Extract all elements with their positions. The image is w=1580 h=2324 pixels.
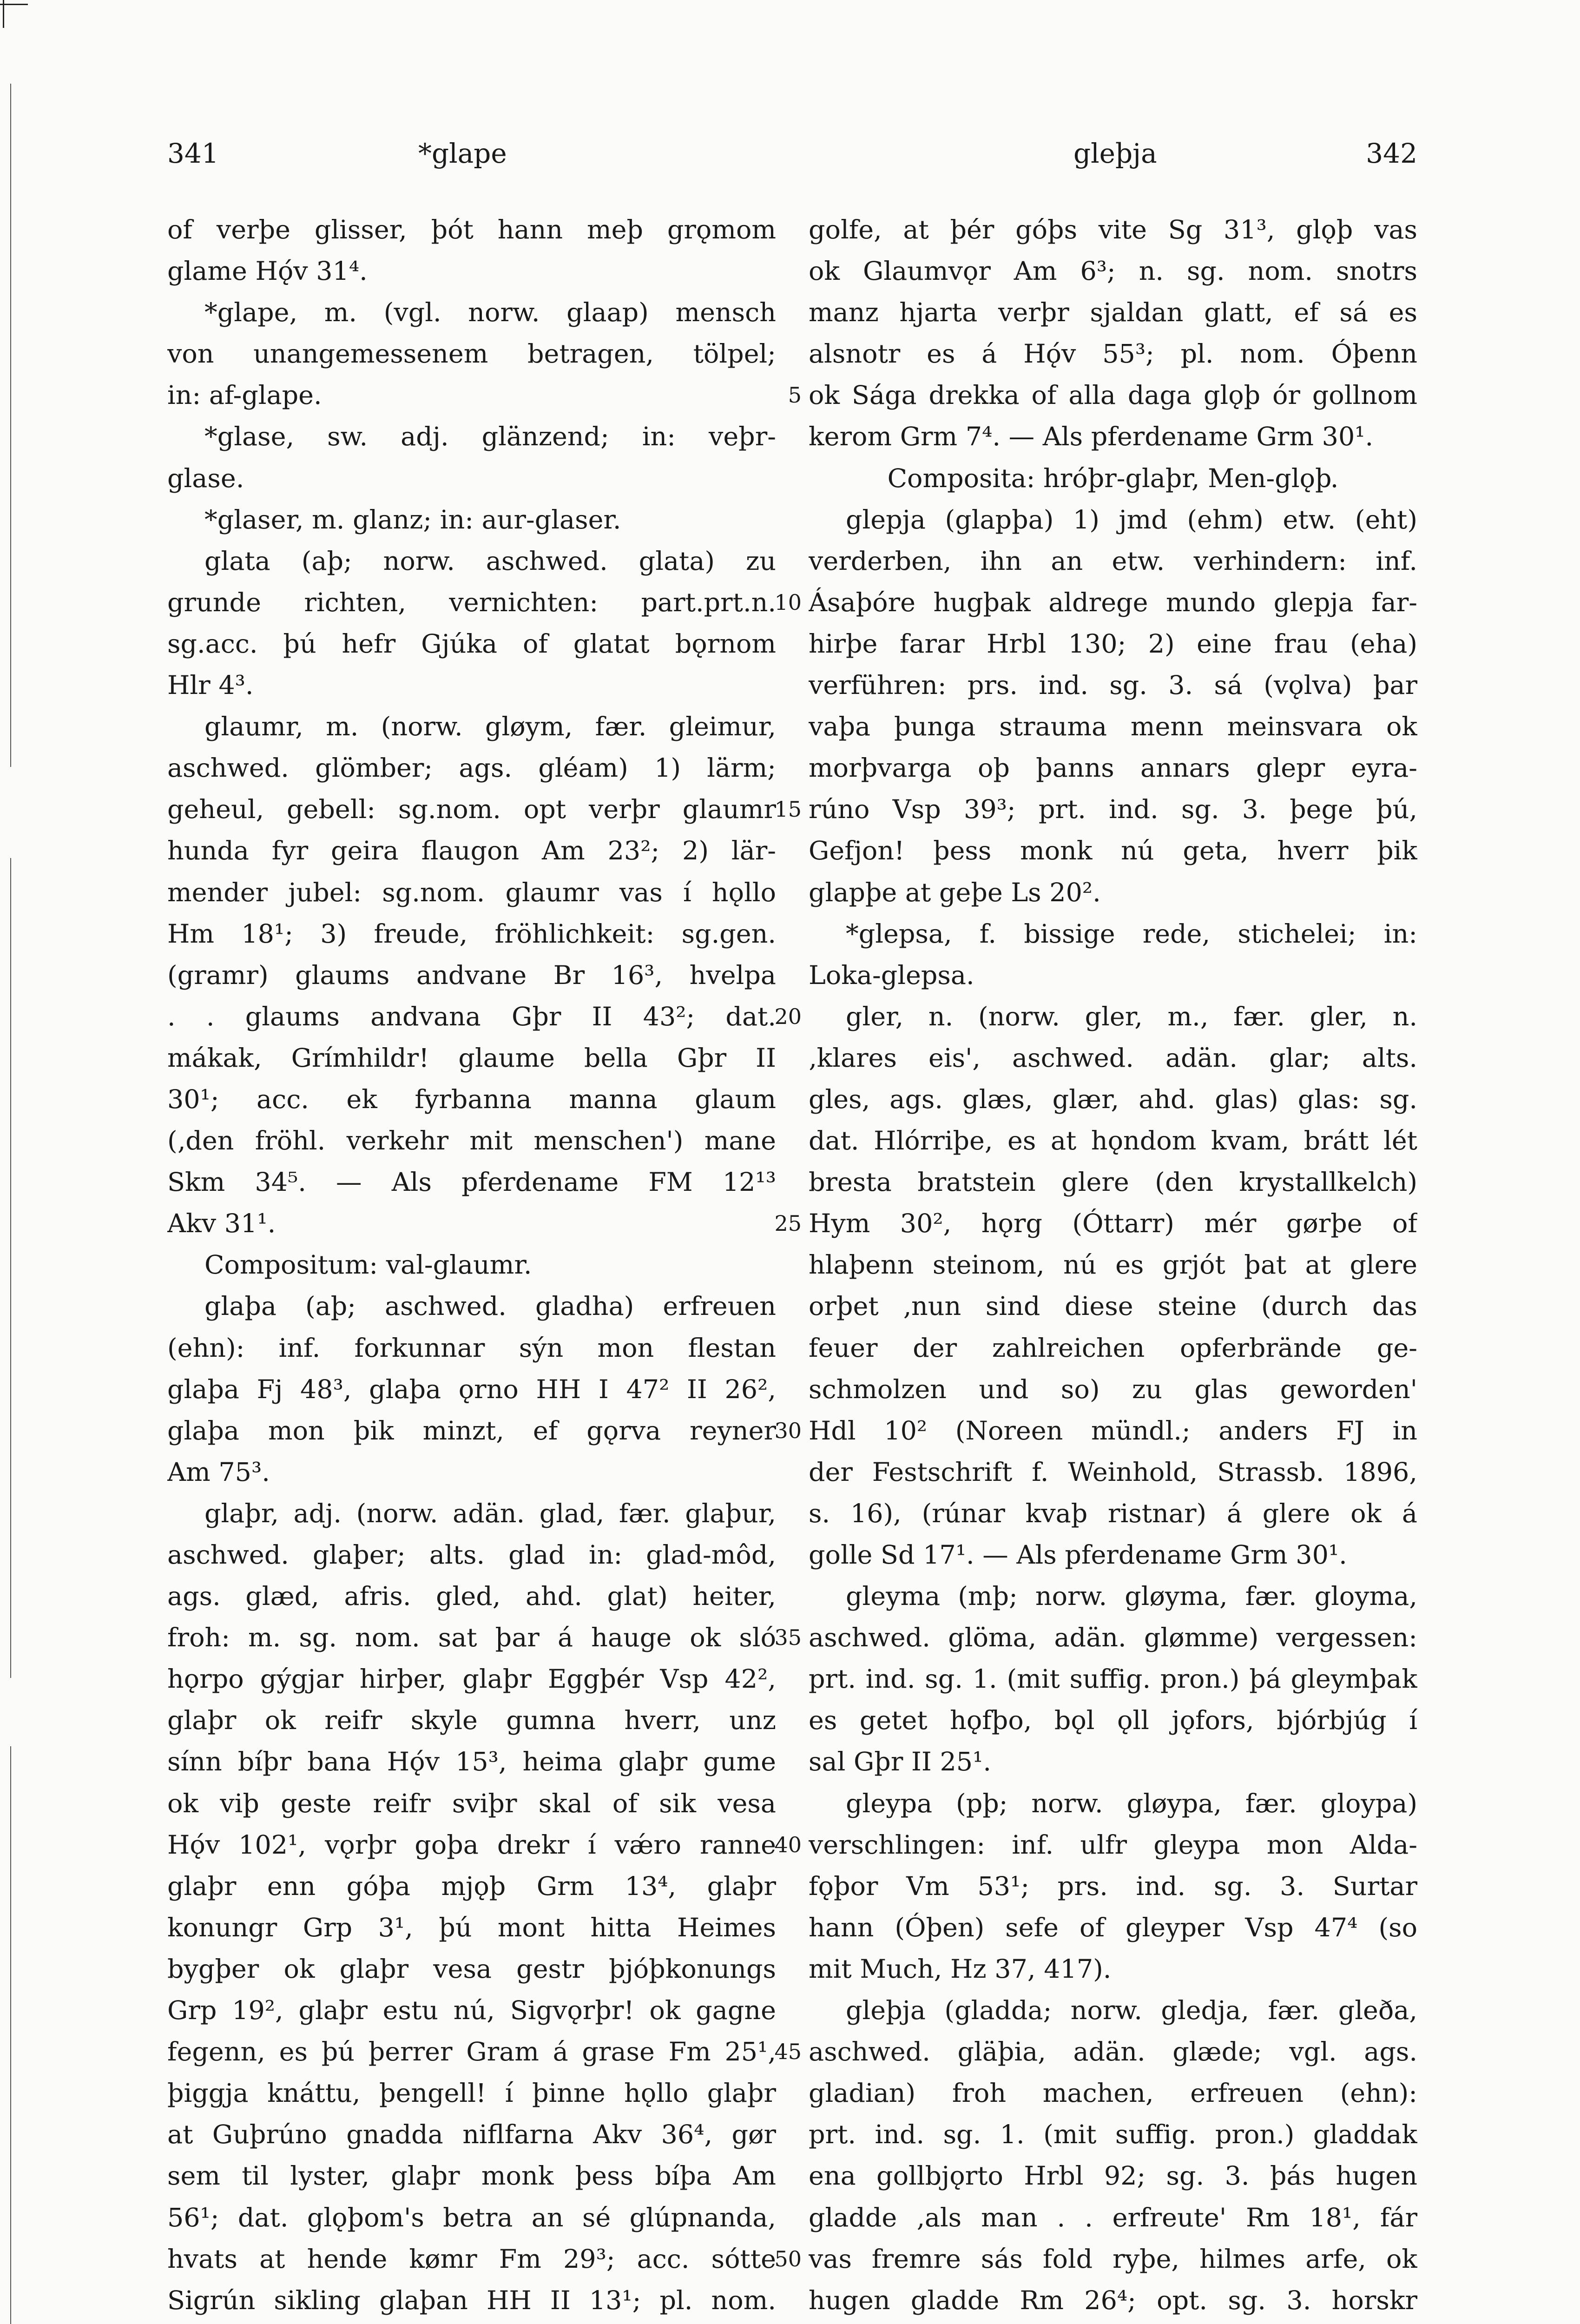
text-line: hirþe farar Hrbl 130; 2) eine frau (eha) bbox=[809, 628, 1417, 659]
text-line: glaþr enn góþa mjǫþ Grm 13⁴, glaþr bbox=[167, 1871, 776, 1901]
line-number bbox=[755, 333, 802, 375]
right-column bbox=[809, 209, 1417, 2324]
line-number bbox=[755, 209, 802, 251]
line-number bbox=[755, 872, 802, 913]
text-line: gler, n. (norw. gler, m., fær. gler, n. bbox=[846, 1001, 1417, 1032]
text-line: es getet hǫfþo, bǫl ǫll jǫfors, bjórbjúg í bbox=[809, 1705, 1417, 1736]
text-line: Hdl 10² (Noreen mündl.; anders FJ in bbox=[809, 1415, 1417, 1446]
text-line: ‚klares eis', aschwed. adän. glar; alts. bbox=[809, 1043, 1417, 1073]
line-number bbox=[755, 913, 802, 955]
text-line: of verþe glisser, þót hann meþ grǫmom bbox=[167, 215, 776, 245]
text-line: froh: m. sg. nom. sat þar á hauge ok sló bbox=[167, 1623, 776, 1653]
text-line: Hlr 4³. bbox=[167, 670, 254, 701]
text-line: hunda fyr geira flaugon Am 23²; 2) lär- bbox=[167, 836, 776, 866]
running-head-right bbox=[804, 135, 1417, 172]
line-number bbox=[755, 1907, 802, 1948]
line-number bbox=[755, 955, 802, 996]
page-number-left: 341 bbox=[167, 138, 219, 169]
text-line: geheul, gebell: sg.nom. opt verþr glaumr bbox=[167, 794, 776, 825]
text-line: aschwed. glömber; ags. gléam) 1) lärm; bbox=[167, 753, 776, 784]
line-number bbox=[755, 2321, 802, 2324]
text-line: von unangemessenem betragen, tölpel; bbox=[167, 339, 776, 370]
text-line: Compositum: val-glaumr. bbox=[204, 1250, 532, 1281]
text-line: Gefjon! þess monk nú geta, hverr þik bbox=[809, 836, 1417, 866]
page-number-right: 342 bbox=[1366, 138, 1417, 169]
line-number bbox=[755, 830, 802, 872]
text-line: grunde richten, vernichten: part.prt.n. bbox=[167, 587, 776, 618]
line-number bbox=[755, 1658, 802, 1700]
text-line: Akv 31¹. bbox=[167, 1208, 276, 1239]
text-line: . . glaums andvana Gþr II 43²; dat. bbox=[167, 1001, 776, 1032]
text-line: glaþr, adj. (norw. adän. glad, fær. glaþur, bbox=[204, 1498, 776, 1529]
line-number bbox=[755, 1327, 802, 1369]
text-line: ena gollbjǫrto Hrbl 92; sg. 3. þás hugen bbox=[809, 2161, 1417, 2192]
text-line: glaþr ok reifr skyle gumna hverr, unz bbox=[167, 1705, 776, 1736]
line-number bbox=[755, 2197, 802, 2238]
line-number bbox=[755, 747, 802, 789]
line-number bbox=[755, 1286, 802, 1327]
text-line: sal Gþr II 25¹. bbox=[809, 1747, 991, 1777]
line-number bbox=[755, 1037, 802, 1079]
text-line: Hym 30², hǫrg (Óttarr) mér gørþe of bbox=[809, 1208, 1417, 1239]
text-line: fegenn, es þú þerrer Gram á grase Fm 25¹, bbox=[167, 2037, 776, 2067]
text-line: golle Sd 17¹. — Als pferdename Grm 30¹. bbox=[809, 1540, 1347, 1570]
left-column bbox=[167, 209, 776, 2324]
line-number-gutter bbox=[755, 209, 802, 2324]
text-line: at Guþrúno gnadda niflfarna Akv 36⁴, gør bbox=[167, 2119, 776, 2150]
text-line: Sigrún sikling glaþan HH II 13¹; pl. nom. bbox=[167, 2285, 776, 2316]
text-line: Am 75³. bbox=[167, 1457, 270, 1487]
text-line: hvats at hende kømr Fm 29³; acc. sótte bbox=[167, 2244, 776, 2274]
text-line: hugen gladde Rm 26⁴; opt. sg. 3. horskr bbox=[809, 2285, 1417, 2316]
line-number bbox=[755, 1162, 802, 1203]
line-number bbox=[755, 1576, 802, 1617]
text-line: gleyma (mþ; norw. gløyma, fær. gloyma, bbox=[846, 1581, 1417, 1612]
text-line: hlaþenn steinom, nú es grjót þat at glere bbox=[809, 1250, 1417, 1281]
line-number bbox=[755, 623, 802, 665]
line-number bbox=[755, 1493, 802, 1534]
line-number bbox=[755, 292, 802, 333]
page-edge-line bbox=[10, 84, 11, 2324]
text-line: Grp 19², glaþr estu nú, Sigvǫrþr! ok gagne bbox=[167, 1995, 776, 2026]
text-line bbox=[167, 2321, 776, 2324]
text-line: rúno Vsp 39³; prt. ind. sg. 3. þege þú, bbox=[809, 794, 1417, 825]
line-number bbox=[755, 665, 802, 706]
line-number bbox=[755, 458, 802, 499]
text-line: schmolzen und so) zu glas geworden' bbox=[809, 1374, 1417, 1405]
text-line: verschlingen: inf. ulfr gleypa mon Alda- bbox=[809, 1829, 1417, 1860]
text-line: gleypa (pþ; norw. gløypa, fær. gloypa) bbox=[846, 1788, 1417, 1819]
text-line: glata (aþ; norw. aschwed. glata) zu bbox=[204, 546, 776, 576]
text-line: glaþa Fj 48³, glaþa ǫrno HH I 47² II 26², bbox=[167, 1374, 776, 1405]
line-number bbox=[755, 1700, 802, 1741]
text-line: *glape, m. (vgl. norw. glaap) mensch bbox=[204, 297, 776, 328]
text-line: ok Sága drekka of alla daga glǫþ ór gollnom bbox=[809, 380, 1417, 411]
line-number bbox=[755, 2280, 802, 2321]
line-number bbox=[755, 1369, 802, 1410]
text-line: feuer der zahlreichen opferbrände ge- bbox=[809, 1333, 1417, 1363]
text-line: prt. ind. sg. 1. (mit suffig. pron.) þá gleymþak bbox=[809, 1664, 1417, 1695]
crop-mark-vertical bbox=[3, 0, 4, 28]
text-line: Hm 18¹; 3) freude, fröhlichkeit: sg.gen. bbox=[167, 918, 776, 949]
text-line: (‚den fröhl. verkehr mit menschen') mane bbox=[167, 1126, 776, 1156]
text-line: glame Hǫ́v 31⁴. bbox=[167, 256, 368, 287]
line-number bbox=[755, 2114, 802, 2155]
text-line: glase. bbox=[167, 463, 244, 494]
text-line: kerom Grm 7⁴. — Als pferdename Grm 30¹. bbox=[809, 422, 1374, 452]
text-line: manz hjarta verþr sjaldan glatt, ef sá es bbox=[809, 297, 1417, 328]
text-line: sínn bíþr bana Hǫ́v 15³, heima glaþr gume bbox=[167, 1747, 776, 1777]
text-line bbox=[809, 2321, 1417, 2324]
text-line: mit Much, Hz 37, 417). bbox=[809, 1954, 1112, 1984]
text-line: *glaser, m. glanz; in: aur-glaser. bbox=[204, 504, 621, 535]
line-number bbox=[755, 1866, 802, 1907]
text-line: sg.acc. þú hefr Gjúka of glatat bǫrnom bbox=[167, 628, 776, 659]
line-number: 25 bbox=[774, 1211, 802, 1236]
line-number bbox=[755, 1741, 802, 1783]
line-number bbox=[755, 499, 802, 541]
line-number bbox=[755, 1079, 802, 1120]
line-number: 30 bbox=[774, 1418, 802, 1443]
text-line: hǫrpo gýgjar hirþer, glaþr Eggþér Vsp 42², bbox=[167, 1664, 776, 1695]
text-line: der Festschrift f. Weinhold, Strassb. 1896, bbox=[809, 1457, 1417, 1487]
text-line: aschwed. glaþer; alts. glad in: glad-môd, bbox=[167, 1540, 776, 1570]
line-number bbox=[755, 541, 802, 582]
text-line: gles, ags. glæs, glær, ahd. glas) glas: sg. bbox=[809, 1084, 1417, 1115]
line-number bbox=[755, 251, 802, 292]
text-line: vas fremre sás fold ryþe, hilmes arfe, ok bbox=[809, 2244, 1417, 2274]
text-line: Composita: hróþr-glaþr, Men-glǫþ. bbox=[887, 463, 1339, 494]
crop-mark-horizontal bbox=[0, 4, 28, 5]
line-number: 10 bbox=[774, 589, 802, 615]
text-line: mákak, Grímhildr! glaume bella Gþr II bbox=[167, 1043, 776, 1073]
text-line: Loka-glepsa. bbox=[809, 960, 974, 990]
text-line: 56¹; dat. glǫþom's betra an sé glúpnanda, bbox=[167, 2202, 776, 2233]
text-line: alsnotr es á Hǫ́v 55³; pl. nom. Óþenn bbox=[809, 339, 1417, 370]
text-line: orþet ‚nun sind diese steine (durch das bbox=[809, 1291, 1417, 1322]
line-number: 35 bbox=[774, 1625, 802, 1651]
text-line: hann (Óþen) sefe of gleyper Vsp 47⁴ (so bbox=[809, 1912, 1417, 1943]
text-line: ok viþ geste reifr sviþr skal of sik vesa bbox=[167, 1788, 776, 1819]
guide-word-right: gleþja bbox=[1073, 138, 1157, 169]
running-head-left bbox=[167, 135, 781, 172]
text-line: Skm 34⁵. — Als pferdename FM 12¹³ bbox=[167, 1167, 776, 1198]
text-line: dat. Hlórriþe, es at hǫndom kvam, brátt lét bbox=[809, 1126, 1417, 1156]
line-number bbox=[755, 706, 802, 747]
text-line: gladian) froh machen, erfreuen (ehn): bbox=[809, 2078, 1417, 2109]
text-line: fǫþor Vm 53¹; prs. ind. sg. 3. Surtar bbox=[809, 1871, 1417, 1901]
text-line: þiggja knáttu, þengell! í þinne hǫllo glaþr bbox=[167, 2078, 776, 2109]
text-line: gleþja (gladda; norw. gledja, fær. gleða, bbox=[846, 1995, 1417, 2026]
line-number: 50 bbox=[774, 2246, 802, 2271]
line-number: 40 bbox=[774, 1832, 802, 1857]
text-line: 30¹; acc. ek fyrbanna manna glaum bbox=[167, 1084, 776, 1115]
text-line: gladde ‚als man . . erfreute' Rm 18¹, fár bbox=[809, 2202, 1417, 2233]
text-line: golfe, at þér góþs vite Sg 31³, glǫþ vas bbox=[809, 215, 1417, 245]
line-number: 20 bbox=[774, 1004, 802, 1029]
text-line: Hǫ́v 102¹, vǫrþr goþa drekr í vǽro ranne bbox=[167, 1829, 776, 1860]
text-line: s. 16), (rúnar kvaþ ristnar) á glere ok á bbox=[809, 1498, 1417, 1529]
text-line: sem til lyster, glaþr monk þess bíþa Am bbox=[167, 2161, 776, 2192]
text-line: morþvarga oþ þanns annars glepr eyra- bbox=[809, 753, 1417, 784]
text-line: glaþa mon þik minzt, ef gǫrva reyner bbox=[167, 1415, 776, 1446]
text-line: Ásaþóre hugþak aldrege mundo glepja far- bbox=[809, 587, 1417, 618]
line-number bbox=[755, 416, 802, 457]
text-line: *glase, sw. adj. glänzend; in: veþr- bbox=[204, 422, 776, 452]
text-line: prt. ind. sg. 1. (mit suffig. pron.) gladdak bbox=[809, 2119, 1417, 2150]
line-number bbox=[755, 1120, 802, 1162]
text-line: (ehn): inf. forkunnar sýn mon flestan bbox=[167, 1333, 776, 1363]
line-number bbox=[755, 1452, 802, 1493]
text-line: (gramr) glaums andvane Br 16³, hvelpa bbox=[167, 960, 776, 990]
text-line: glapþe at geþe Ls 20². bbox=[809, 877, 1101, 908]
text-line: verderben, ihn an etw. verhindern: inf. bbox=[809, 546, 1417, 576]
text-line: verführen: prs. ind. sg. 3. sá (vǫlva) þar bbox=[809, 670, 1417, 701]
line-number bbox=[755, 2155, 802, 2197]
text-line: mender jubel: sg.nom. glaumr vas í hǫllo bbox=[167, 877, 776, 908]
line-number: 45 bbox=[774, 2039, 802, 2065]
text-line: glepja (glapþa) 1) jmd (ehm) etw. (eht) bbox=[846, 504, 1417, 535]
text-line: ok Glaumvǫr Am 6³; n. sg. nom. snotrs bbox=[809, 256, 1417, 287]
line-number: 5 bbox=[788, 383, 802, 408]
text-line: konungr Grp 3¹, þú mont hitta Heimes bbox=[167, 1912, 776, 1943]
line-number bbox=[755, 2073, 802, 2114]
line-number bbox=[755, 1244, 802, 1286]
text-line: *glepsa, f. bissige rede, stichelei; in: bbox=[846, 918, 1417, 949]
line-number bbox=[755, 1990, 802, 2031]
text-line: bresta bratstein glere (den krystallkelch) bbox=[809, 1167, 1417, 1198]
text-line: glaumr, m. (norw. gløym, fær. gleimur, bbox=[204, 712, 776, 742]
text-line: ags. glæd, afris. gled, ahd. glat) heiter, bbox=[167, 1581, 776, 1612]
text-line: aschwed. gläþia, adän. glæde; vgl. ags. bbox=[809, 2037, 1417, 2067]
text-line: glaþa (aþ; aschwed. gladha) erfreuen bbox=[204, 1291, 776, 1322]
text-line: vaþa þunga strauma menn meinsvara ok bbox=[809, 712, 1417, 742]
line-number: 15 bbox=[774, 797, 802, 822]
text-line: aschwed. glöma, adän. glømme) vergessen: bbox=[809, 1623, 1417, 1653]
text-line: bygþer ok glaþr vesa gestr þjóþkonungs bbox=[167, 1954, 776, 1984]
line-number bbox=[755, 1948, 802, 1990]
line-number bbox=[755, 1783, 802, 1824]
text-line: in: af-glape. bbox=[167, 380, 322, 411]
guide-word-left: *glape bbox=[418, 138, 507, 169]
line-number bbox=[755, 1534, 802, 1576]
